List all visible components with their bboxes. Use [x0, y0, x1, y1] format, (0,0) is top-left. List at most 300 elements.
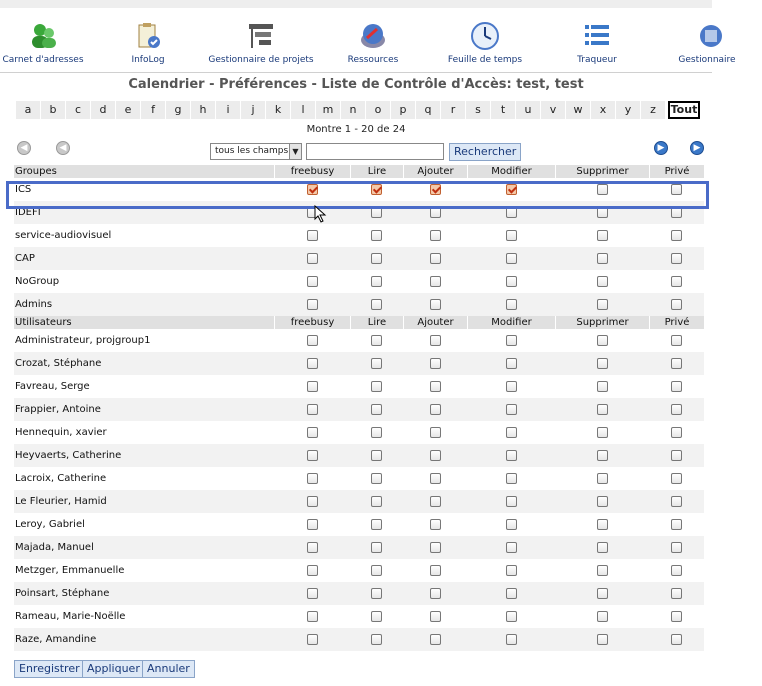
cell-supprimer	[555, 496, 649, 507]
checkbox-prive[interactable]	[671, 634, 682, 645]
group-name: IDEFI	[15, 207, 41, 218]
letter-all[interactable]: Tout	[668, 101, 700, 119]
letter-z[interactable]: z	[641, 101, 666, 119]
user-name: Leroy, Gabriel	[15, 519, 85, 530]
cell-ajouter	[403, 611, 467, 622]
letter-w[interactable]: w	[566, 101, 591, 119]
cell-prive	[649, 230, 704, 241]
cell-freebusy	[274, 184, 350, 195]
cell-ajouter	[403, 276, 467, 287]
group-row	[14, 293, 704, 316]
cell-freebusy	[274, 611, 350, 622]
cell-lire	[350, 611, 403, 622]
cell-ajouter	[403, 230, 467, 241]
checkbox-freebusy[interactable]	[307, 276, 318, 287]
checkbox-lire[interactable]	[371, 404, 382, 415]
checkbox-prive[interactable]	[671, 207, 682, 218]
checkbox-supprimer[interactable]	[597, 358, 608, 369]
checkbox-freebusy[interactable]	[307, 519, 318, 530]
checkbox-modifier[interactable]	[506, 427, 517, 438]
cell-supprimer	[555, 542, 649, 553]
cell-ajouter	[403, 427, 467, 438]
next-page-icon[interactable]: ▶	[654, 141, 668, 155]
app-label: Ressources	[347, 55, 399, 65]
checkbox-ajouter[interactable]	[430, 253, 441, 264]
app-manager[interactable]	[652, 20, 762, 65]
cell-ajouter	[403, 519, 467, 530]
cell-modifier	[467, 184, 555, 195]
search-field-value: tous les champs	[215, 146, 289, 156]
cell-lire	[350, 404, 403, 415]
checkbox-modifier[interactable]	[506, 450, 517, 461]
cell-freebusy	[274, 496, 350, 507]
app-label: InfoLog	[131, 55, 165, 65]
cell-modifier	[467, 276, 555, 287]
checkbox-prive[interactable]	[671, 404, 682, 415]
app-address-book[interactable]	[0, 20, 98, 65]
letter-d[interactable]: d	[91, 101, 116, 119]
col-lire: Lire	[350, 165, 403, 178]
app-label: Gestionnaire	[678, 55, 736, 65]
checkbox-lire[interactable]	[371, 276, 382, 287]
checkbox-lire[interactable]	[371, 496, 382, 507]
cell-modifier	[467, 404, 555, 415]
checkbox-ajouter[interactable]	[430, 276, 441, 287]
checkbox-freebusy[interactable]	[307, 611, 318, 622]
checkbox-lire[interactable]	[371, 427, 382, 438]
checkbox-modifier[interactable]	[506, 565, 517, 576]
cell-freebusy	[274, 519, 350, 530]
cell-prive	[649, 184, 704, 195]
checkbox-supprimer[interactable]	[597, 381, 608, 392]
cell-prive	[649, 358, 704, 369]
checkbox-ajouter[interactable]	[430, 427, 441, 438]
checkbox-freebusy[interactable]	[307, 381, 318, 392]
first-page-icon[interactable]: ◀	[17, 141, 31, 155]
letter-n[interactable]: n	[341, 101, 366, 119]
checkbox-ajouter[interactable]	[430, 496, 441, 507]
col-ajouter: Ajouter	[403, 316, 467, 329]
cell-ajouter	[403, 207, 467, 218]
letter-a[interactable]: a	[16, 101, 41, 119]
cell-ajouter	[403, 404, 467, 415]
group-row	[14, 247, 704, 270]
letter-m[interactable]: m	[316, 101, 341, 119]
checkbox-lire[interactable]	[371, 335, 382, 346]
checkbox-prive[interactable]	[671, 519, 682, 530]
checkbox-ajouter[interactable]	[430, 634, 441, 645]
checkbox-freebusy[interactable]	[307, 473, 318, 484]
cell-ajouter	[403, 184, 467, 195]
checkbox-lire[interactable]	[371, 634, 382, 645]
checkbox-prive[interactable]	[671, 565, 682, 576]
cell-modifier	[467, 496, 555, 507]
checkbox-supprimer[interactable]	[597, 565, 608, 576]
group-name: NoGroup	[15, 276, 60, 287]
checkbox-supprimer[interactable]	[597, 207, 608, 218]
checkbox-modifier[interactable]	[506, 230, 517, 241]
checkbox-lire[interactable]	[371, 519, 382, 530]
checkbox-freebusy[interactable]	[307, 634, 318, 645]
previous-page-icon[interactable]: ◀	[56, 141, 70, 155]
cell-modifier	[467, 230, 555, 241]
checkbox-freebusy[interactable]	[307, 335, 318, 346]
cell-freebusy	[274, 299, 350, 310]
checkbox-freebusy[interactable]	[307, 588, 318, 599]
user-row	[14, 329, 704, 352]
checkbox-supprimer[interactable]	[597, 542, 608, 553]
user-name: Poinsart, Stéphane	[15, 588, 110, 599]
groups-header-row	[14, 165, 704, 178]
letter-r[interactable]: r	[441, 101, 466, 119]
timesheet-icon	[469, 20, 501, 52]
checkbox-supprimer[interactable]	[597, 427, 608, 438]
cell-freebusy	[274, 634, 350, 645]
cell-prive	[649, 634, 704, 645]
checkbox-prive[interactable]	[671, 473, 682, 484]
cell-ajouter	[403, 450, 467, 461]
checkbox-modifier[interactable]	[506, 184, 517, 195]
checkbox-modifier[interactable]	[506, 335, 517, 346]
checkbox-ajouter[interactable]	[430, 381, 441, 392]
checkbox-modifier[interactable]	[506, 634, 517, 645]
last-page-icon[interactable]: ▶	[690, 141, 704, 155]
users-header-row	[14, 316, 704, 329]
user-row	[14, 605, 704, 628]
app-resources[interactable]	[318, 20, 428, 65]
checkbox-supprimer[interactable]	[597, 335, 608, 346]
letter-j[interactable]: j	[241, 101, 266, 119]
search-button[interactable]: Rechercher	[449, 143, 521, 161]
col-prive: Privé	[649, 165, 704, 178]
letter-h[interactable]: h	[191, 101, 216, 119]
checkbox-prive[interactable]	[671, 450, 682, 461]
app-tracker[interactable]	[542, 20, 652, 65]
cell-modifier	[467, 335, 555, 346]
checkbox-modifier[interactable]	[506, 496, 517, 507]
app-timesheet[interactable]	[430, 20, 540, 65]
checkbox-freebusy[interactable]	[307, 404, 318, 415]
cell-ajouter	[403, 335, 467, 346]
cell-supprimer	[555, 184, 649, 195]
cell-supprimer	[555, 358, 649, 369]
checkbox-prive[interactable]	[671, 381, 682, 392]
cell-freebusy	[274, 230, 350, 241]
user-name: Lacroix, Catherine	[15, 473, 107, 484]
checkbox-ajouter[interactable]	[430, 299, 441, 310]
checkbox-prive[interactable]	[671, 335, 682, 346]
user-row	[14, 628, 704, 651]
group-name: ICS	[15, 184, 32, 195]
checkbox-lire[interactable]	[371, 299, 382, 310]
cell-modifier	[467, 519, 555, 530]
checkbox-prive[interactable]	[671, 358, 682, 369]
checkbox-supprimer[interactable]	[597, 611, 608, 622]
cancel-button[interactable]: Annuler	[142, 660, 195, 678]
cell-modifier	[467, 299, 555, 310]
checkbox-freebusy[interactable]	[307, 496, 318, 507]
search-field-select[interactable]	[210, 143, 302, 160]
checkbox-modifier[interactable]	[506, 276, 517, 287]
col-freebusy: freebusy	[274, 316, 350, 329]
checkbox-prive[interactable]	[671, 496, 682, 507]
col-modifier: Modifier	[467, 316, 555, 329]
checkbox-freebusy[interactable]	[307, 427, 318, 438]
cell-modifier	[467, 207, 555, 218]
project-manager-icon	[245, 20, 277, 52]
user-name: Majada, Manuel	[15, 542, 94, 553]
checkbox-ajouter[interactable]	[430, 611, 441, 622]
user-row	[14, 490, 704, 513]
checkbox-supprimer[interactable]	[597, 230, 608, 241]
checkbox-lire[interactable]	[371, 230, 382, 241]
checkbox-modifier[interactable]	[506, 381, 517, 392]
cell-freebusy	[274, 404, 350, 415]
checkbox-freebusy[interactable]	[307, 253, 318, 264]
user-name: Raze, Amandine	[15, 634, 97, 645]
letter-x[interactable]: x	[591, 101, 616, 119]
group-row	[14, 270, 704, 293]
app-label: Traqueur	[577, 55, 617, 65]
cell-lire	[350, 335, 403, 346]
checkbox-ajouter[interactable]	[430, 404, 441, 415]
checkbox-supprimer[interactable]	[597, 276, 608, 287]
cell-prive	[649, 450, 704, 461]
user-row	[14, 513, 704, 536]
user-name: Frappier, Antoine	[15, 404, 101, 415]
checkbox-lire[interactable]	[371, 253, 382, 264]
checkbox-prive[interactable]	[671, 230, 682, 241]
cell-modifier	[467, 358, 555, 369]
checkbox-prive[interactable]	[671, 276, 682, 287]
checkbox-ajouter[interactable]	[430, 358, 441, 369]
cell-lire	[350, 450, 403, 461]
checkbox-lire[interactable]	[371, 473, 382, 484]
cell-supprimer	[555, 230, 649, 241]
cell-lire	[350, 276, 403, 287]
checkbox-freebusy[interactable]	[307, 542, 318, 553]
checkbox-lire[interactable]	[371, 588, 382, 599]
checkbox-ajouter[interactable]	[430, 335, 441, 346]
users-list	[14, 329, 704, 651]
user-row	[14, 421, 704, 444]
search-input[interactable]	[306, 143, 444, 160]
tracker-icon	[581, 20, 613, 52]
letter-filter	[16, 101, 704, 121]
apply-button[interactable]: Appliquer	[82, 660, 145, 678]
checkbox-freebusy[interactable]	[307, 184, 318, 195]
infolog-icon	[132, 20, 164, 52]
cell-ajouter	[403, 542, 467, 553]
user-row	[14, 398, 704, 421]
group-row	[14, 224, 704, 247]
cell-supprimer	[555, 588, 649, 599]
letter-o[interactable]: o	[366, 101, 391, 119]
user-name: Hennequin, xavier	[15, 427, 107, 438]
checkbox-lire[interactable]	[371, 358, 382, 369]
cell-supprimer	[555, 634, 649, 645]
cell-modifier	[467, 450, 555, 461]
cell-ajouter	[403, 381, 467, 392]
pagination-status: Montre 1 - 20 de 24	[306, 124, 406, 135]
checkbox-ajouter[interactable]	[430, 542, 441, 553]
checkbox-supprimer[interactable]	[597, 404, 608, 415]
user-row	[14, 467, 704, 490]
app-project-manager[interactable]	[206, 20, 316, 65]
checkbox-supprimer[interactable]	[597, 634, 608, 645]
checkbox-supprimer[interactable]	[597, 519, 608, 530]
letter-i[interactable]: i	[216, 101, 241, 119]
checkbox-modifier[interactable]	[506, 542, 517, 553]
cell-prive	[649, 565, 704, 576]
checkbox-freebusy[interactable]	[307, 450, 318, 461]
cell-prive	[649, 253, 704, 264]
checkbox-supprimer[interactable]	[597, 473, 608, 484]
cell-prive	[649, 299, 704, 310]
checkbox-ajouter[interactable]	[430, 207, 441, 218]
cell-modifier	[467, 427, 555, 438]
cell-freebusy	[274, 473, 350, 484]
cell-prive	[649, 542, 704, 553]
cell-modifier	[467, 611, 555, 622]
groups-header: Groupes	[15, 166, 57, 177]
checkbox-modifier[interactable]	[506, 473, 517, 484]
letter-q[interactable]: q	[416, 101, 441, 119]
group-row	[14, 201, 704, 224]
checkbox-lire[interactable]	[371, 184, 382, 195]
user-row	[14, 352, 704, 375]
checkbox-modifier[interactable]	[506, 404, 517, 415]
cell-lire	[350, 427, 403, 438]
letter-u[interactable]: u	[516, 101, 541, 119]
checkbox-prive[interactable]	[671, 184, 682, 195]
letter-f[interactable]: f	[141, 101, 166, 119]
letter-t[interactable]: t	[491, 101, 516, 119]
checkbox-lire[interactable]	[371, 207, 382, 218]
letter-g[interactable]: g	[166, 101, 191, 119]
checkbox-freebusy[interactable]	[307, 358, 318, 369]
checkbox-lire[interactable]	[371, 542, 382, 553]
cell-ajouter	[403, 299, 467, 310]
cell-freebusy	[274, 542, 350, 553]
letter-l[interactable]: l	[291, 101, 316, 119]
cell-prive	[649, 404, 704, 415]
cell-ajouter	[403, 565, 467, 576]
checkbox-supprimer[interactable]	[597, 450, 608, 461]
cell-supprimer	[555, 253, 649, 264]
checkbox-prive[interactable]	[671, 542, 682, 553]
checkbox-modifier[interactable]	[506, 519, 517, 530]
groups-list	[14, 178, 704, 316]
checkbox-ajouter[interactable]	[430, 230, 441, 241]
cell-prive	[649, 496, 704, 507]
checkbox-modifier[interactable]	[506, 588, 517, 599]
checkbox-ajouter[interactable]	[430, 184, 441, 195]
letter-p[interactable]: p	[391, 101, 416, 119]
address-book-icon	[27, 20, 59, 52]
checkbox-prive[interactable]	[671, 611, 682, 622]
checkbox-ajouter[interactable]	[430, 519, 441, 530]
checkbox-lire[interactable]	[371, 381, 382, 392]
cell-prive	[649, 611, 704, 622]
checkbox-supprimer[interactable]	[597, 184, 608, 195]
group-name: Admins	[15, 299, 53, 310]
letter-b[interactable]: b	[41, 101, 66, 119]
cell-freebusy	[274, 450, 350, 461]
checkbox-supprimer[interactable]	[597, 299, 608, 310]
checkbox-ajouter[interactable]	[430, 473, 441, 484]
save-button[interactable]: Enregistrer	[14, 660, 85, 678]
checkbox-prive[interactable]	[671, 427, 682, 438]
checkbox-modifier[interactable]	[506, 253, 517, 264]
col-supprimer: Supprimer	[555, 316, 649, 329]
letter-y[interactable]: y	[616, 101, 641, 119]
checkbox-prive[interactable]	[671, 253, 682, 264]
cell-modifier	[467, 565, 555, 576]
checkbox-freebusy[interactable]	[307, 299, 318, 310]
user-name: Crozat, Stéphane	[15, 358, 102, 369]
checkbox-lire[interactable]	[371, 450, 382, 461]
cell-supprimer	[555, 381, 649, 392]
cell-prive	[649, 519, 704, 530]
checkbox-ajouter[interactable]	[430, 588, 441, 599]
checkbox-prive[interactable]	[671, 299, 682, 310]
cell-freebusy	[274, 427, 350, 438]
col-prive: Privé	[649, 316, 704, 329]
cell-freebusy	[274, 565, 350, 576]
cell-prive	[649, 473, 704, 484]
checkbox-supprimer[interactable]	[597, 496, 608, 507]
checkbox-modifier[interactable]	[506, 299, 517, 310]
checkbox-ajouter[interactable]	[430, 450, 441, 461]
group-name: service-audiovisuel	[15, 230, 112, 241]
user-row	[14, 536, 704, 559]
letter-c[interactable]: c	[66, 101, 91, 119]
checkbox-supprimer[interactable]	[597, 588, 608, 599]
checkbox-modifier[interactable]	[506, 358, 517, 369]
letter-s[interactable]: s	[466, 101, 491, 119]
checkbox-modifier[interactable]	[506, 207, 517, 218]
checkbox-prive[interactable]	[671, 588, 682, 599]
user-name: Heyvaerts, Catherine	[15, 450, 122, 461]
checkbox-lire[interactable]	[371, 611, 382, 622]
letter-v[interactable]: v	[541, 101, 566, 119]
cell-freebusy	[274, 253, 350, 264]
page-title: Calendrier - Préférences - Liste de Contrôle d'Accès: test, test	[128, 77, 584, 92]
cell-freebusy	[274, 207, 350, 218]
checkbox-ajouter[interactable]	[430, 565, 441, 576]
cell-freebusy	[274, 588, 350, 599]
cell-lire	[350, 473, 403, 484]
cell-prive	[649, 276, 704, 287]
checkbox-freebusy[interactable]	[307, 230, 318, 241]
checkbox-freebusy[interactable]	[307, 565, 318, 576]
cell-supprimer	[555, 450, 649, 461]
user-row	[14, 582, 704, 605]
app-infolog[interactable]	[93, 20, 203, 65]
user-name: Administrateur, projgroup1	[15, 335, 151, 346]
cell-supprimer	[555, 276, 649, 287]
checkbox-lire[interactable]	[371, 565, 382, 576]
letter-e[interactable]: e	[116, 101, 141, 119]
cell-lire	[350, 496, 403, 507]
cell-supprimer	[555, 404, 649, 415]
checkbox-modifier[interactable]	[506, 611, 517, 622]
letter-k[interactable]: k	[266, 101, 291, 119]
checkbox-supprimer[interactable]	[597, 253, 608, 264]
users-header: Utilisateurs	[15, 317, 72, 328]
cell-modifier	[467, 588, 555, 599]
